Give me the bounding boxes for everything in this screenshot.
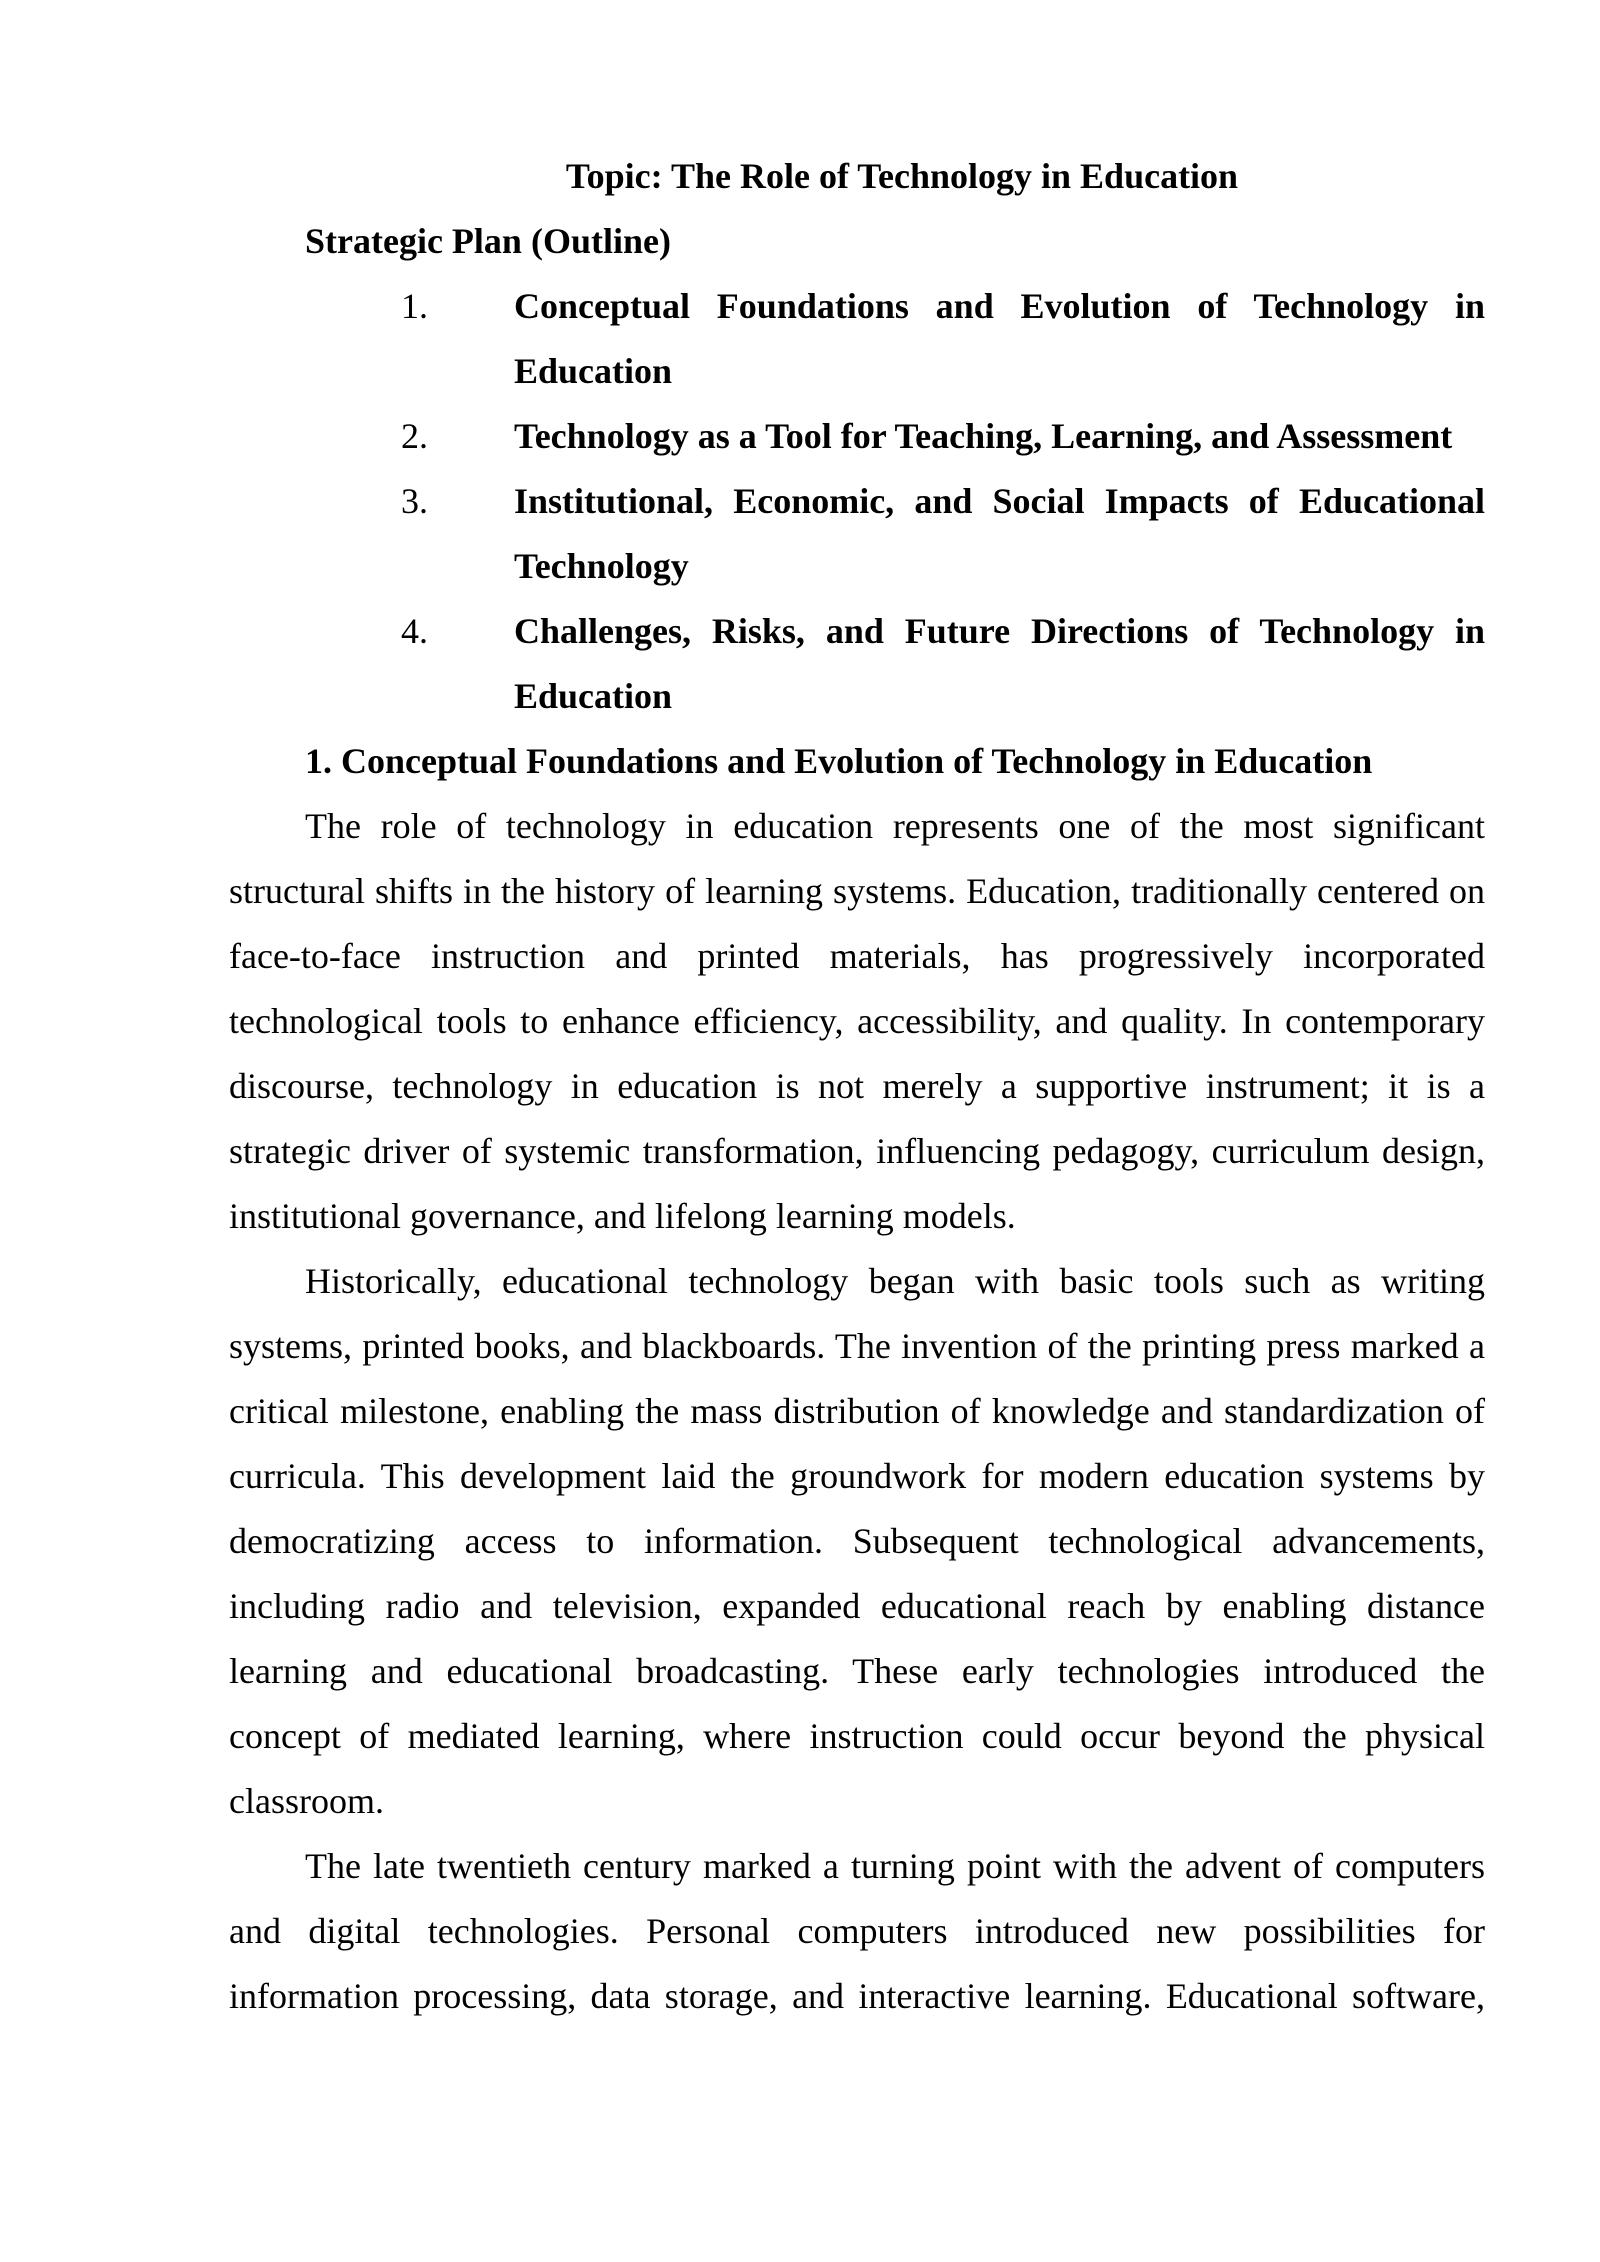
outline-item (326, 599, 1485, 729)
outline-item (326, 404, 1485, 469)
body-paragraph: The role of technology in education represents one of the most significant structural shifts in the history of learning systems. Education, traditionally centered on face-to-face instruction and printed materials, has progressively incorporated technological tools to enhance efficiency, accessibility, and quality. In contemporary discourse, technology in education is not merely a supportive instrument; it is a strategic driver of systemic transformation, influencing pedagogy, curriculum design, institutional governance, and lifelong learning models. (229, 806, 1485, 1236)
outline-item-number: 4. (401, 611, 428, 651)
outline-item-label: Conceptual Foundations and Evolution of Technology in Education (514, 286, 1485, 391)
outline-item (326, 274, 1485, 404)
outline-list (229, 274, 1485, 729)
document-body (229, 144, 1485, 2029)
outline-item-label: Institutional, Economic, and Social Impacts of Educational Technology (514, 481, 1485, 586)
outline-item-label: Technology as a Tool for Teaching, Learning, and Assessment (514, 416, 1453, 456)
body-paragraph: The late twentieth century marked a turning point with the advent of computers and digital technologies. Personal computers introduced new possibilities for information processing, data storage, and interactive learning. Educational software, (229, 1846, 1485, 2016)
section-heading: 1. Conceptual Foundations and Evolution of Technology in Education (305, 741, 1373, 781)
body-paragraph: Historically, educational technology began with basic tools such as writing systems, printed books, and blackboards. The invention of the printing press marked a critical milestone, enabling the mass distribution of knowledge and standardization of curricula. This development laid the groundwork for modern education systems by democratizing access to information. Subsequent technological advancements, including radio and television, expanded educational reach by enabling distance learning and educational broadcasting. These early technologies introduced the concept of mediated learning, where instruction could occur beyond the physical classroom. (229, 1261, 1485, 1821)
outline-item-number: 2. (401, 416, 428, 456)
document-title: Topic: The Role of Technology in Education (565, 156, 1239, 196)
outline-item-number: 1. (401, 286, 428, 326)
outline-item (326, 469, 1485, 599)
outline-item-number: 3. (401, 481, 428, 521)
plan-heading: Strategic Plan (Outline) (305, 221, 671, 261)
outline-item-label: Challenges, Risks, and Future Directions of Technology in Education (514, 611, 1485, 716)
